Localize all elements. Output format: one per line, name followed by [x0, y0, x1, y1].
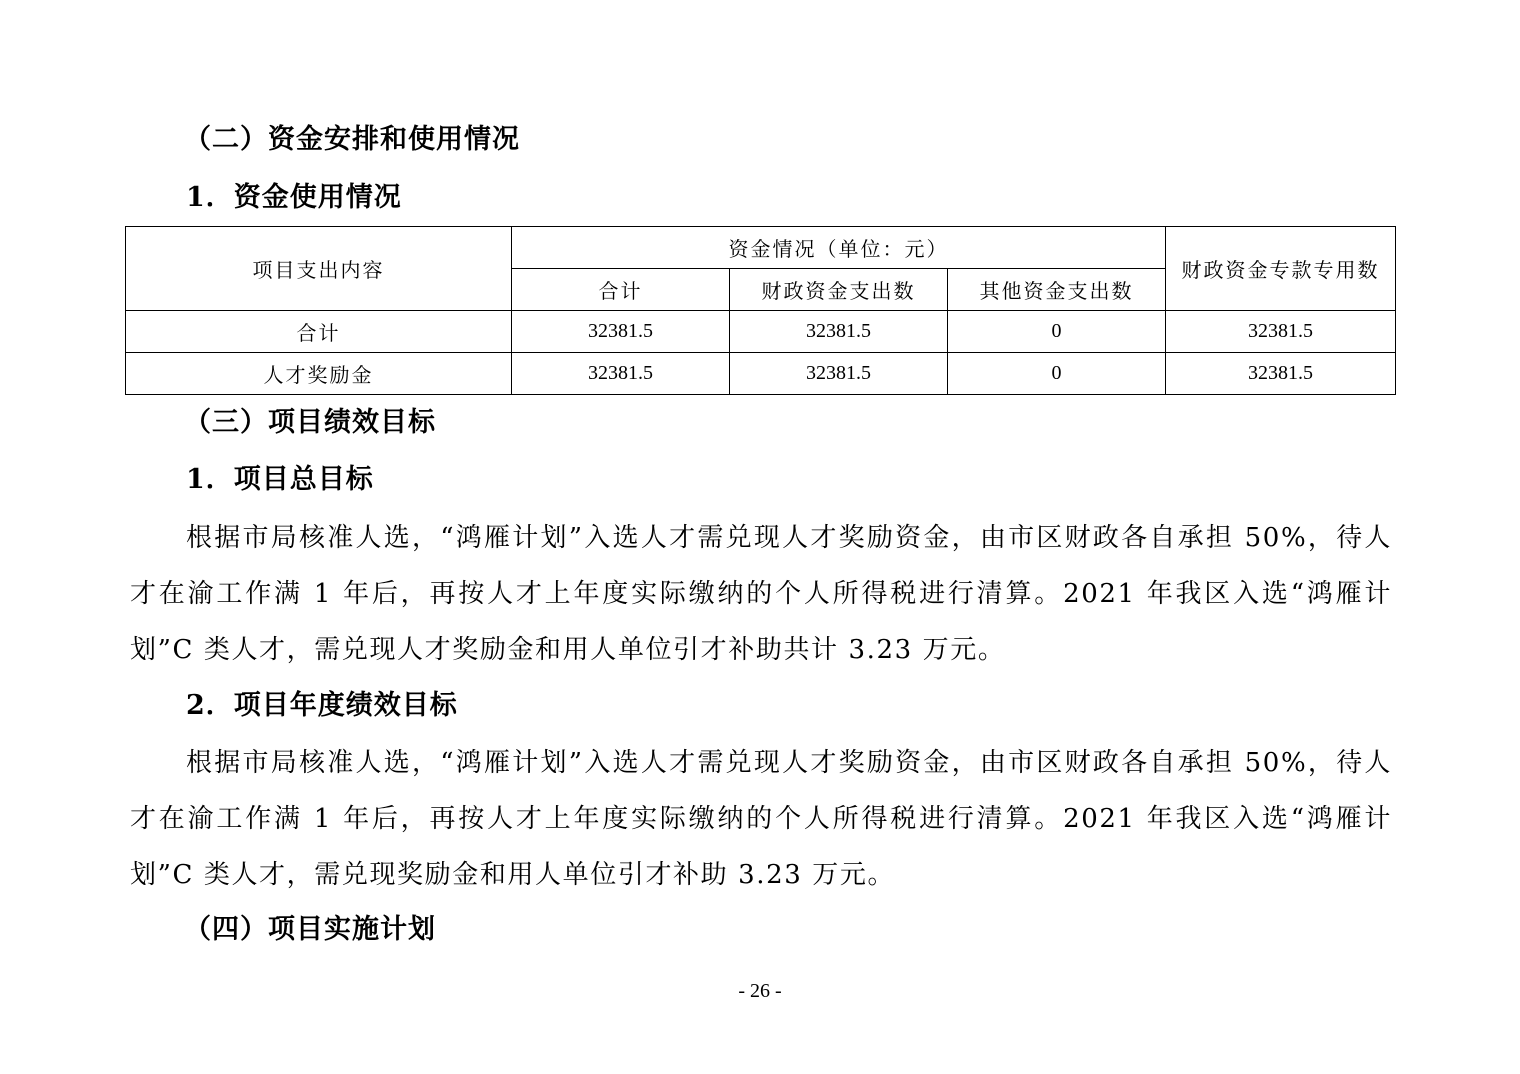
section-4-title: （四）项目实施计划: [184, 914, 436, 945]
cell-item: 合计: [126, 311, 512, 353]
cell-fiscal: 32381.5: [730, 311, 948, 353]
section-3-paragraph-2: 根据市局核准人选，“鸿雁计划”入选人才需兑现人才奖励资金，由市区财政各自承担 50%，待人才在渝工作满 1 年后，再按人才上年度实际缴纳的个人所得税进行清算。2021 年我区入选“鸿雁计划”C 类人才，需兑现奖励金和用人单位引才补助 3.23 万元。: [130, 748, 1392, 890]
header-total: 合计: [512, 269, 730, 311]
table-row: [126, 311, 1396, 353]
section-3-paragraph-1: 根据市局核准人选，“鸿雁计划”入选人才需兑现人才奖励资金，由市区财政各自承担 50%，待人才在渝工作满 1 年后，再按人才上年度实际缴纳的个人所得税进行清算。2021 年我区入选“鸿雁计划”C 类人才，需兑现人才奖励金和用人单位引才补助共计 3.23 万元。: [130, 523, 1392, 665]
cell-special: 32381.5: [1166, 311, 1396, 353]
cell-fiscal: 32381.5: [730, 353, 948, 395]
header-fiscal: 财政资金支出数: [730, 269, 948, 311]
header-fund-group: 资金情况（单位：元）: [512, 227, 1166, 269]
cell-special: 32381.5: [1166, 353, 1396, 395]
cell-other: 0: [948, 311, 1166, 353]
header-other: 其他资金支出数: [948, 269, 1166, 311]
section-2-subtitle-1: 1．资金使用情况: [186, 182, 402, 213]
table-row: [126, 353, 1396, 395]
cell-item: 人才奖励金: [126, 353, 512, 395]
fund-usage-table: [125, 226, 1396, 395]
section-2-title: （二）资金安排和使用情况: [184, 124, 520, 155]
section-3-subtitle-2: 2．项目年度绩效目标: [186, 690, 458, 721]
header-item: 项目支出内容: [126, 227, 512, 311]
cell-other: 0: [948, 353, 1166, 395]
table-header-row-1: [126, 227, 1396, 269]
section-3-subtitle-1: 1．项目总目标: [186, 464, 374, 495]
header-special: 财政资金专款专用数: [1166, 227, 1396, 311]
page-number: - 26 -: [738, 980, 782, 1002]
cell-total: 32381.5: [512, 311, 730, 353]
cell-total: 32381.5: [512, 353, 730, 395]
section-3-title: （三）项目绩效目标: [184, 407, 436, 438]
